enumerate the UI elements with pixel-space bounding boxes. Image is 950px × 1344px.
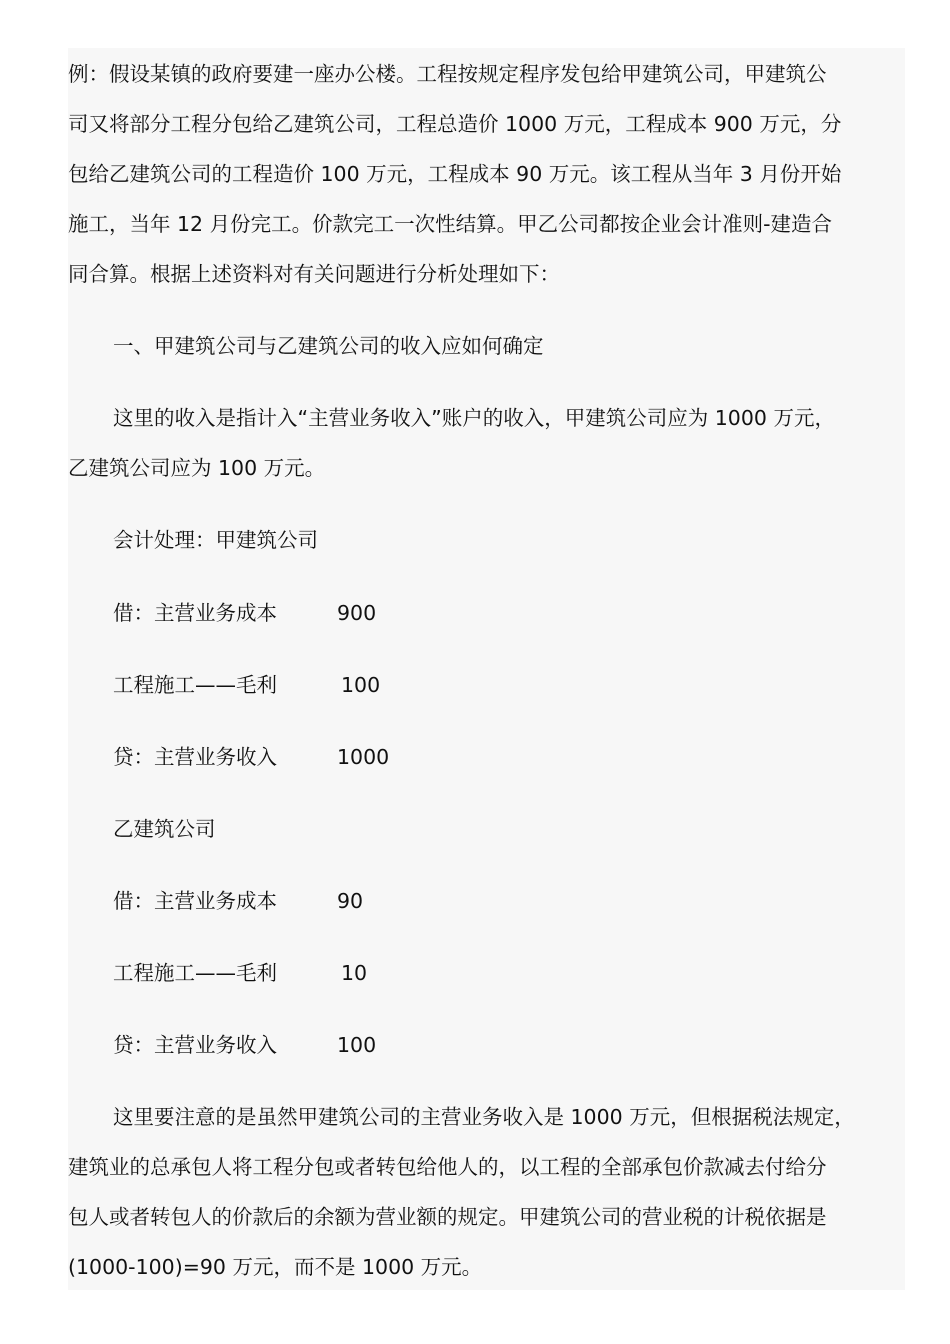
company-a-debit-1 [113, 598, 377, 628]
intro-line-3: 包给乙建筑公司的工程造价 100 万元，工程成本 90 万元。该工程从当年 3 月份开始 [68, 162, 842, 186]
company-a-credit [113, 742, 390, 772]
entry-amount: 1000 [337, 745, 390, 769]
company-b-debit-2 [113, 958, 368, 988]
entry-amount: 100 [341, 673, 381, 697]
intro-line-2: 司又将部分工程分包给乙建筑公司，工程总造价 1000 万元，工程成本 900 万元，分 [68, 112, 842, 136]
entry-amount: 100 [337, 1033, 377, 1057]
note-line-2: 建筑业的总承包人将工程分包或者转包给他人的，以工程的全部承包价款减去付给分 [68, 1155, 827, 1179]
section-para-line-2: 乙建筑公司应为 100 万元。 [68, 456, 326, 480]
entry-amount: 90 [337, 889, 364, 913]
intro-line-5: 同合算。根据上述资料对有关问题进行分析处理如下： [68, 262, 560, 286]
company-b-debit-1 [113, 886, 364, 916]
accounting-label: 会计处理：甲建筑公司 [113, 528, 318, 552]
note-line-4: (1000-100)=90 万元，而不是 1000 万元。 [68, 1255, 483, 1279]
intro-line-1: 例：假设某镇的政府要建一座办公楼。工程按规定程序发包给甲建筑公司，甲建筑公 [68, 62, 827, 86]
section-heading: 一、甲建筑公司与乙建筑公司的收入应如何确定 [113, 334, 544, 358]
entry-label: 贷：主营业务收入 [113, 745, 277, 769]
entry-amount: 900 [337, 601, 377, 625]
company-b-credit [113, 1030, 377, 1060]
note-line-1: 这里要注意的是虽然甲建筑公司的主营业务收入是 1000 万元，但根据税法规定， [113, 1105, 855, 1129]
company-b-label: 乙建筑公司 [113, 817, 216, 841]
entry-label: 借：主营业务成本 [113, 601, 277, 625]
intro-line-4: 施工，当年 12 月份完工。价款完工一次性结算。甲乙公司都按企业会计准则-建造合 [68, 212, 833, 236]
entry-label: 工程施工——毛利 [113, 673, 277, 697]
company-a-debit-2 [113, 670, 381, 700]
entry-label: 工程施工——毛利 [113, 961, 277, 985]
entry-label: 借：主营业务成本 [113, 889, 277, 913]
entry-amount: 10 [341, 961, 368, 985]
note-line-3: 包人或者转包人的价款后的余额为营业额的规定。甲建筑公司的营业税的计税依据是 [68, 1205, 827, 1229]
section-para-line-1: 这里的收入是指计入“主营业务收入”账户的收入，甲建筑公司应为 1000 万元， [113, 406, 835, 430]
entry-label: 贷：主营业务收入 [113, 1033, 277, 1057]
